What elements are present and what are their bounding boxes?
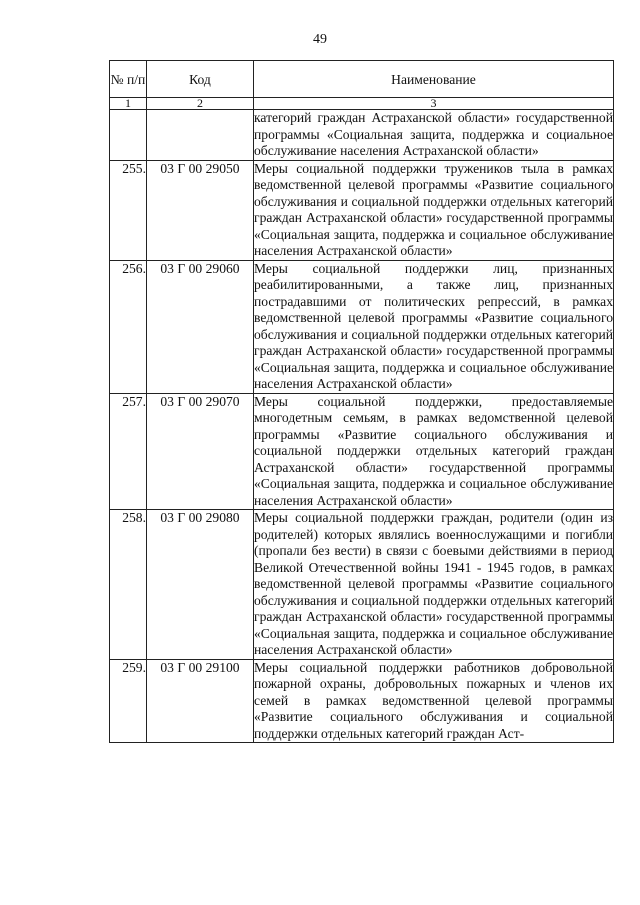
header-num: № п/п bbox=[110, 61, 147, 98]
page-number: 49 bbox=[313, 32, 327, 47]
column-number-row bbox=[110, 98, 614, 110]
row-code: 03 Г 00 29080 bbox=[147, 510, 254, 660]
row-name: Меры социальной поддержки лиц, признанных реабилитированными, а также лиц, признанных пострадавшими от политических репрессий, в рамках ведомственной целевой программы «Развитие социального обслуживания и социальной поддержки отдельных категорий граждан Астраханской области» государственной программы «Социальная защита, поддержка и социальное обслуживание населения Астраханской области» bbox=[254, 260, 613, 391]
row-code: 03 Г 00 29050 bbox=[147, 160, 254, 260]
table-row bbox=[110, 510, 614, 660]
row-name: Меры социальной поддержки тружеников тыла в рамках ведомственной целевой программы «Развитие социального обслуживания и социальной поддержки отдельных категорий граждан Астраханской области» государственной программы «Социальная защита, поддержка и социальное обслуживание населения Астраханской области» bbox=[254, 160, 613, 258]
column-number: 3 bbox=[254, 98, 614, 110]
row-number: 257. bbox=[110, 393, 147, 510]
header-name: Наименование bbox=[254, 61, 614, 98]
row-number bbox=[110, 110, 147, 161]
row-number: 258. bbox=[110, 510, 147, 660]
row-number: 255. bbox=[110, 160, 147, 260]
row-code: 03 Г 00 29060 bbox=[147, 260, 254, 393]
row-name: категорий граждан Астраханской области» государственной программы «Социальная защита, поддержка и социальное обслуживание населения Астраханской области» bbox=[254, 110, 613, 158]
table-row bbox=[110, 659, 614, 743]
table-row bbox=[110, 160, 614, 260]
column-number: 2 bbox=[147, 98, 254, 110]
row-code: 03 Г 00 29070 bbox=[147, 393, 254, 510]
row-name: Меры социальной поддержки, предоставляемые многодетным семьям, в рамках ведомственной целевой программы «Развитие социального обслуживания и социальной поддержки отдельных категорий граждан Астраханской области» государственной программы «Социальная защита, поддержка и социальное обслуживание населения Астраханской области» bbox=[254, 393, 613, 508]
row-number: 256. bbox=[110, 260, 147, 393]
row-code bbox=[147, 110, 254, 161]
table-row bbox=[110, 110, 614, 161]
table-header-row bbox=[110, 61, 614, 98]
column-number: 1 bbox=[110, 98, 147, 110]
row-name: Меры социальной поддержки граждан, родители (один из родителей) которых являлись военнослужащими и погибли (пропали без вести) в связи с боевыми действиями в период Великой Отечественной войны 1941 - 1945 годов, в рамках ведомственной целевой программы «Развитие социального обслуживания и социальной поддержки отдельных категорий граждан Астраханской области» государственной программы «Социальная защита, поддержка и социальное обслуживание населения Астраханской области» bbox=[254, 510, 613, 657]
table-row bbox=[110, 393, 614, 510]
table-row bbox=[110, 260, 614, 393]
budget-classification-table bbox=[109, 60, 614, 743]
header-code: Код bbox=[147, 61, 254, 98]
row-number: 259. bbox=[110, 659, 147, 743]
row-code: 03 Г 00 29100 bbox=[147, 659, 254, 743]
row-name: Меры социальной поддержки работников добровольной пожарной охраны, добровольных пожарных и членов их семей в рамках ведомственной целевой программы «Развитие социального обслуживания и социальной поддержки отдельных категорий граждан Аст- bbox=[254, 659, 613, 741]
